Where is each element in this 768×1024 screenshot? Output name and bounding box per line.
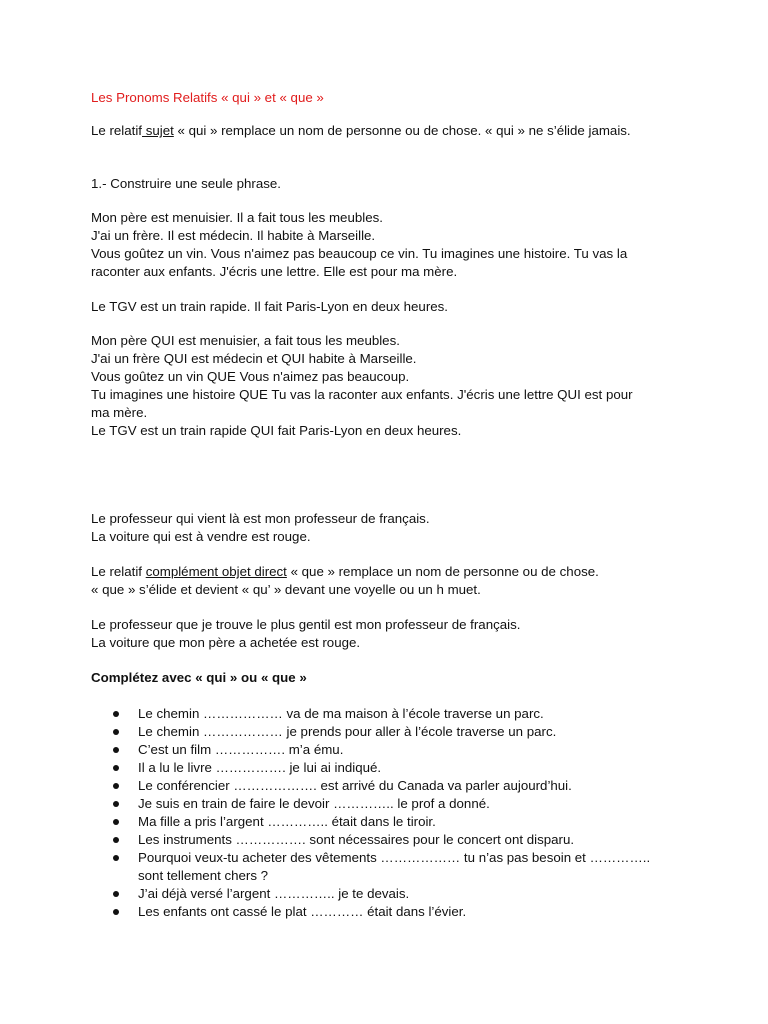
answer-line: Vous goûtez un vin QUE Vous n'aimez pas beaucoup. xyxy=(91,369,410,384)
qui-rule-term: sujet xyxy=(142,123,174,138)
bullet-icon xyxy=(113,801,119,807)
que-rule-pre: Le relatif xyxy=(91,564,146,579)
bullet-icon xyxy=(113,855,119,861)
bullet-icon xyxy=(113,819,119,825)
prompt-line: Mon père est menuisier. Il a fait tous les meubles. xyxy=(91,210,383,225)
answer-line: Le TGV est un train rapide QUI fait Paris-Lyon en deux heures. xyxy=(91,423,462,438)
que-rule-post: « que » remplace un nom de personne ou de chose. xyxy=(286,564,599,579)
list-item: J’ai déjà versé l’argent ………….. je te devais. xyxy=(138,886,410,901)
list-item: Les instruments ……………. sont nécessaires pour le concert ont disparu. xyxy=(138,832,575,847)
answer-line: ma mère. xyxy=(91,405,148,420)
list-item: Le conférencier ………………. est arrivé du Canada va parler aujourd’hui. xyxy=(138,778,572,793)
qui-rule xyxy=(91,122,631,140)
list-item: C’est un film ……………. m’a ému. xyxy=(138,742,344,757)
example-qui: La voiture qui est à vendre est rouge. xyxy=(91,529,311,544)
prompt-line: J'ai un frère. Il est médecin. Il habite à Marseille. xyxy=(91,228,376,243)
list-item: Il a lu le livre ……………. je lui ai indiqué. xyxy=(138,760,382,775)
que-rule-line2: « que » s’élide et devient « qu’ » devant une voyelle ou un h muet. xyxy=(91,582,481,597)
qui-rule-pre: Le relatif xyxy=(91,123,142,138)
bullet-icon xyxy=(113,837,119,843)
list-item: Le chemin ……………… va de ma maison à l’école traverse un parc. xyxy=(138,706,544,721)
list-item-continuation: sont tellement chers ? xyxy=(138,868,269,883)
answer-line: Mon père QUI est menuisier, a fait tous les meubles. xyxy=(91,333,400,348)
exercise2-heading: Complétez avec « qui » ou « que » xyxy=(91,670,307,685)
list-item: Pourquoi veux-tu acheter des vêtements ……………… tu n’as pas besoin et ………….. xyxy=(138,850,651,865)
bullet-icon xyxy=(113,765,119,771)
que-rule-term: complément objet direct xyxy=(145,564,287,579)
prompt-line: Vous goûtez un vin. Vous n'aimez pas beaucoup ce vin. Tu imagines une histoire. Tu vas la xyxy=(91,246,628,261)
list-item: Ma fille a pris l’argent ………….. était dans le tiroir. xyxy=(138,814,436,829)
prompt-line: Le TGV est un train rapide. Il fait Paris-Lyon en deux heures. xyxy=(91,299,448,314)
exercise1-heading: 1.- Construire une seule phrase. xyxy=(91,176,281,191)
bullet-icon xyxy=(113,711,119,717)
example-que: La voiture que mon père a achetée est rouge. xyxy=(91,635,361,650)
list-item: Je suis en train de faire le devoir ………….. le prof a donné. xyxy=(138,796,490,811)
example-que: Le professeur que je trouve le plus gentil est mon professeur de français. xyxy=(91,617,521,632)
bullet-icon xyxy=(113,783,119,789)
example-qui: Le professeur qui vient là est mon professeur de français. xyxy=(91,511,430,526)
prompt-line: raconter aux enfants. J'écris une lettre. Elle est pour ma mère. xyxy=(91,264,458,279)
bullet-icon xyxy=(113,909,119,915)
answer-line: Tu imagines une histoire QUE Tu vas la raconter aux enfants. J'écris une lettre QUI est pour xyxy=(91,387,633,402)
list-item: Les enfants ont cassé le plat ………… était dans l’évier. xyxy=(138,904,467,919)
qui-rule-post: « qui » remplace un nom de personne ou de chose. « qui » ne s’élide jamais. xyxy=(173,123,631,138)
document-title: Les Pronoms Relatifs « qui » et « que » xyxy=(91,90,324,105)
bullet-icon xyxy=(113,729,119,735)
bullet-icon xyxy=(113,891,119,897)
que-rule xyxy=(91,563,599,581)
answer-line: J'ai un frère QUI est médecin et QUI habite à Marseille. xyxy=(91,351,417,366)
bullet-icon xyxy=(113,747,119,753)
list-item: Le chemin ……………… je prends pour aller à l’école traverse un parc. xyxy=(138,724,557,739)
